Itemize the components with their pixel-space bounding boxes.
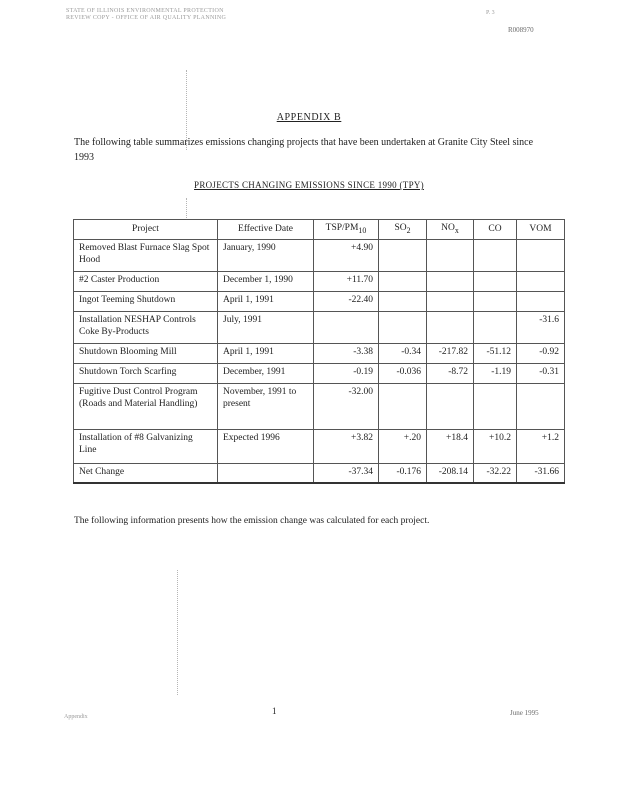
cell-co bbox=[474, 311, 517, 343]
header-stamp bbox=[66, 8, 296, 22]
footer-date: June 1995 bbox=[510, 709, 539, 717]
cell-project: Fugitive Dust Control Program (Roads and Material Handling) bbox=[74, 383, 218, 429]
cell-vom bbox=[517, 239, 565, 271]
cell-tsp: -37.34 bbox=[314, 463, 379, 483]
footer-left: Appendix bbox=[64, 714, 88, 720]
cell-co: -1.19 bbox=[474, 363, 517, 383]
col-header-so2-label: SO bbox=[394, 223, 407, 233]
cell-project: Shutdown Blooming Mill bbox=[74, 343, 218, 363]
page-number: 1 bbox=[272, 706, 277, 716]
table-row bbox=[74, 239, 565, 271]
cell-vom bbox=[517, 291, 565, 311]
cell-nox: -208.14 bbox=[427, 463, 474, 483]
col-header-date: Effective Date bbox=[218, 220, 314, 240]
col-header-tsp-label: TSP/PM bbox=[325, 223, 359, 233]
table-row-net-change bbox=[74, 463, 565, 483]
cell-vom: -31.66 bbox=[517, 463, 565, 483]
cell-vom: +1.2 bbox=[517, 429, 565, 463]
cell-co: +10.2 bbox=[474, 429, 517, 463]
cell-tsp: -0.19 bbox=[314, 363, 379, 383]
cell-date: December, 1991 bbox=[218, 363, 314, 383]
cell-co bbox=[474, 239, 517, 271]
col-header-nox bbox=[427, 220, 474, 240]
table-row bbox=[74, 429, 565, 463]
cell-date: January, 1990 bbox=[218, 239, 314, 271]
table-title: PROJECTS CHANGING EMISSIONS SINCE 1990 (TPY) bbox=[194, 180, 424, 190]
appendix-title: APPENDIX B bbox=[276, 112, 342, 123]
cell-project: Shutdown Torch Scarfing bbox=[74, 363, 218, 383]
cell-so2 bbox=[379, 291, 427, 311]
cell-vom: -0.31 bbox=[517, 363, 565, 383]
cell-project: Net Change bbox=[74, 463, 218, 483]
cell-tsp: +11.70 bbox=[314, 271, 379, 291]
col-header-nox-label: NO bbox=[441, 223, 455, 233]
table-row bbox=[74, 383, 565, 429]
margin-dotted-line bbox=[186, 198, 187, 218]
cell-nox: -217.82 bbox=[427, 343, 474, 363]
cell-vom: -31.6 bbox=[517, 311, 565, 343]
cell-date: April 1, 1991 bbox=[218, 343, 314, 363]
cell-vom: -0.92 bbox=[517, 343, 565, 363]
cell-co bbox=[474, 271, 517, 291]
cell-so2 bbox=[379, 271, 427, 291]
cell-co bbox=[474, 291, 517, 311]
cell-date: April 1, 1991 bbox=[218, 291, 314, 311]
col-header-nox-subscript: x bbox=[454, 225, 459, 235]
cell-nox: +18.4 bbox=[427, 429, 474, 463]
cell-so2 bbox=[379, 383, 427, 429]
col-header-so2 bbox=[379, 220, 427, 240]
cell-nox bbox=[427, 383, 474, 429]
table-row bbox=[74, 271, 565, 291]
col-header-so2-subscript: 2 bbox=[406, 225, 411, 235]
col-header-tsp bbox=[314, 220, 379, 240]
col-header-project: Project bbox=[74, 220, 218, 240]
cell-nox bbox=[427, 311, 474, 343]
header-stamp-line: STATE OF ILLINOIS ENVIRONMENTAL PROTECTION bbox=[66, 8, 224, 14]
cell-date: November, 1991 to present bbox=[218, 383, 314, 429]
col-header-vom: VOM bbox=[517, 220, 565, 240]
cell-so2 bbox=[379, 239, 427, 271]
cell-tsp: +3.82 bbox=[314, 429, 379, 463]
table-row bbox=[74, 343, 565, 363]
cell-co: -32.22 bbox=[474, 463, 517, 483]
cell-co: -51.12 bbox=[474, 343, 517, 363]
cell-project: #2 Caster Production bbox=[74, 271, 218, 291]
cell-tsp: -22.40 bbox=[314, 291, 379, 311]
cell-tsp: -3.38 bbox=[314, 343, 379, 363]
margin-dotted-line bbox=[177, 570, 178, 695]
cell-date: July, 1991 bbox=[218, 311, 314, 343]
cell-nox bbox=[427, 239, 474, 271]
cell-vom bbox=[517, 271, 565, 291]
cell-project: Installation of #8 Galvanizing Line bbox=[74, 429, 218, 463]
cell-project: Ingot Teeming Shutdown bbox=[74, 291, 218, 311]
cell-so2: +.20 bbox=[379, 429, 427, 463]
cell-tsp: +4.90 bbox=[314, 239, 379, 271]
cell-project: Installation NESHAP Controls Coke By-Products bbox=[74, 311, 218, 343]
header-stamp-line: REVIEW COPY - OFFICE OF AIR QUALITY PLANNING bbox=[66, 15, 227, 21]
cell-nox bbox=[427, 291, 474, 311]
cell-tsp bbox=[314, 311, 379, 343]
cell-nox: -8.72 bbox=[427, 363, 474, 383]
cell-so2: -0.036 bbox=[379, 363, 427, 383]
cell-so2 bbox=[379, 311, 427, 343]
cell-so2: -0.34 bbox=[379, 343, 427, 363]
document-code: R008970 bbox=[508, 26, 534, 34]
after-table-paragraph: The following information presents how the emission change was calculated for each project. bbox=[74, 516, 430, 526]
emissions-table bbox=[73, 219, 565, 484]
cell-tsp: -32.00 bbox=[314, 383, 379, 429]
col-header-co: CO bbox=[474, 220, 517, 240]
cell-project: Removed Blast Furnace Slag Spot Hood bbox=[74, 239, 218, 271]
cell-vom bbox=[517, 383, 565, 429]
intro-paragraph: The following table summarizes emissions changing projects that have been undertaken at Granite City Steel since 1993 bbox=[74, 137, 534, 163]
table-row bbox=[74, 363, 565, 383]
table-row bbox=[74, 291, 565, 311]
header-page-mark: P. 3 bbox=[486, 10, 495, 16]
table-row bbox=[74, 311, 565, 343]
cell-date: December 1, 1990 bbox=[218, 271, 314, 291]
cell-date: Expected 1996 bbox=[218, 429, 314, 463]
col-header-tsp-subscript: 10 bbox=[358, 225, 367, 235]
cell-date bbox=[218, 463, 314, 483]
cell-nox bbox=[427, 271, 474, 291]
table-header-row bbox=[74, 220, 565, 240]
cell-so2: -0.176 bbox=[379, 463, 427, 483]
cell-co bbox=[474, 383, 517, 429]
